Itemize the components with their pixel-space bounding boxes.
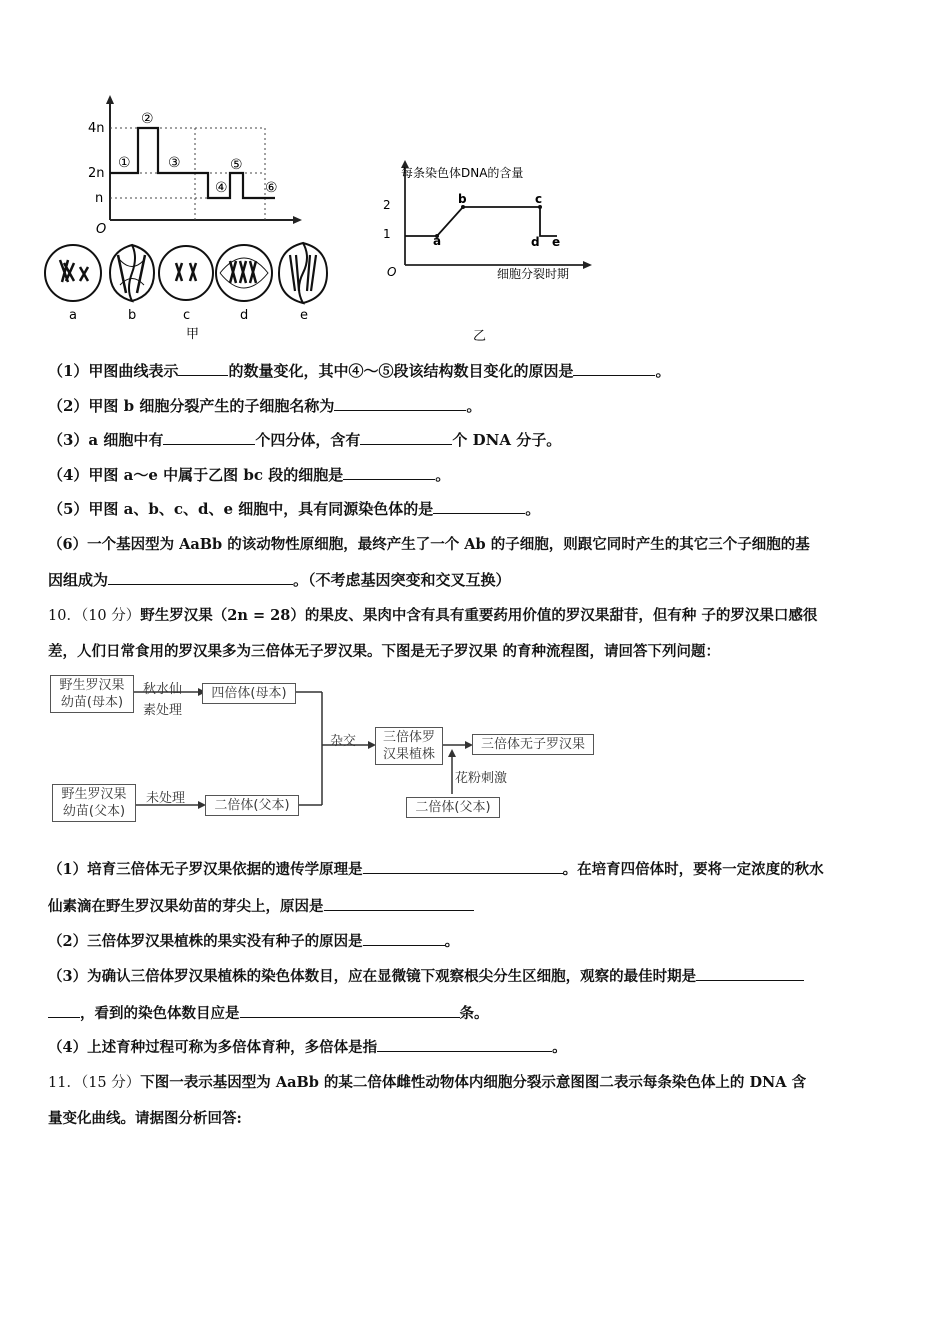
yi-caption: 乙 bbox=[473, 329, 487, 344]
q10-intro-line2: 差，人们日常食用的罗汉果多为三倍体无子罗汉果。下图是无子罗汉果 的育种流程图，请回答下列问题： bbox=[48, 643, 721, 660]
q9-part1: （1）甲图曲线表示 的数量变化，其中④～⑤段该结构数目变化的原因是 。 bbox=[48, 362, 671, 380]
figure-yi bbox=[375, 160, 615, 345]
q10-blank-2[interactable] bbox=[324, 896, 474, 912]
box-diploid-father: 二倍体(父本) bbox=[205, 795, 299, 816]
q11-line2: 量变化曲线。请据图分析回答: bbox=[48, 1110, 242, 1127]
q9-blank-4[interactable] bbox=[163, 429, 255, 445]
q10-blank-4b[interactable] bbox=[48, 1003, 80, 1019]
jia-seg-4: ④ bbox=[215, 180, 228, 196]
yi-ylabel: 每条染色体DNA的含量 bbox=[401, 166, 524, 180]
yi-point-e: e bbox=[552, 235, 561, 249]
cell-b bbox=[110, 245, 154, 301]
yi-series-tail bbox=[540, 207, 557, 236]
cell-label-d: d bbox=[240, 308, 249, 323]
jia-y-arrow bbox=[106, 95, 114, 104]
yi-tick-2: 2 bbox=[383, 198, 391, 212]
box-tetraploid: 四倍体(母本) bbox=[202, 683, 296, 704]
cell-label-a: a bbox=[69, 308, 77, 323]
q9-part3: （3）a 细胞中有 个四分体，含有 个 DNA 分子。 bbox=[48, 431, 562, 449]
q10-part2: （2）三倍体罗汉果植株的果实没有种子的原因是 。 bbox=[48, 930, 459, 951]
jia-y-n: n bbox=[95, 191, 104, 206]
yi-series-line bbox=[405, 207, 540, 236]
q10-intro-line1: 10．（10 分）野生罗汉果（2n = 28）的果皮、果肉中含有具有重要药用价值的罗汉果甜苷，但有种 子的罗汉果口感很 bbox=[48, 607, 818, 624]
q9-part5: （5）甲图 a、b、c、d、e 细胞中，具有同源染色体的是 。 bbox=[48, 500, 541, 518]
jia-seg-6: ⑥ bbox=[265, 180, 278, 196]
q9-part4: （4）甲图 a～e 中属于乙图 bc 段的细胞是 。 bbox=[48, 466, 451, 484]
q9-blank-5[interactable] bbox=[360, 429, 452, 445]
yi-origin: O bbox=[387, 265, 397, 279]
q9-blank-8[interactable] bbox=[108, 569, 293, 585]
box-father-seedling: 野生罗汉果 幼苗(父本) bbox=[52, 784, 136, 822]
jia-seg-2: ② bbox=[141, 111, 154, 127]
cell-a bbox=[45, 245, 101, 301]
jia-caption: 甲 bbox=[186, 327, 200, 342]
yi-tick-1: 1 bbox=[383, 227, 391, 241]
q9-part2: （2）甲图 b 细胞分裂产生的子细胞名称为 。 bbox=[48, 397, 482, 415]
q9-blank-3[interactable] bbox=[334, 395, 466, 411]
box-seedless-fruit: 三倍体无子罗汉果 bbox=[472, 734, 594, 755]
q10-part1-line1: （1）培育三倍体无子罗汉果依据的遗传学原理是 。在培育四倍体时，要将一定浓度的秋水 bbox=[48, 858, 824, 879]
jia-y-2n: 2n bbox=[88, 166, 105, 181]
cell-e bbox=[279, 243, 327, 303]
label-untreated: 未处理 bbox=[146, 791, 186, 806]
yi-point-b: b bbox=[458, 192, 467, 206]
box-mother-seedling: 野生罗汉果 幼苗(母本) bbox=[50, 675, 134, 713]
jia-curve bbox=[110, 128, 275, 198]
q10-part4: （4）上述育种过程可称为多倍体育种，多倍体是指 。 bbox=[48, 1036, 567, 1057]
label-colchicine-2: 素处理 bbox=[143, 703, 183, 718]
q9-blank-6[interactable] bbox=[343, 464, 435, 480]
label-pollen: 花粉刺激 bbox=[455, 771, 508, 786]
q11-line1: 11．（15 分）下图一表示基因型为 AaBb 的某二倍体雌性动物体内细胞分裂示意图图二表示每条染色体上的 DNA 含 bbox=[48, 1074, 807, 1091]
q10-blank-1[interactable] bbox=[363, 859, 563, 875]
box-diploid-father-2: 二倍体(父本) bbox=[406, 797, 500, 818]
q9-part6-line1: （6）一个基因型为 AaBb 的该动物性原细胞，最终产生了一个 Ab 的子细胞，则跟它同时产生的其它三个子细胞的基 bbox=[48, 536, 810, 553]
cell-label-e: e bbox=[300, 308, 308, 323]
q9-part6-line2: 因组成为 。（不考虑基因突变和交叉互换） bbox=[48, 571, 511, 589]
jia-y-4n: 4n bbox=[88, 121, 105, 136]
yi-point-c: c bbox=[535, 192, 543, 206]
q10-blank-6[interactable] bbox=[377, 1037, 552, 1053]
jia-x-arrow bbox=[293, 216, 302, 224]
cell-d bbox=[216, 245, 272, 301]
jia-seg-1: ① bbox=[118, 155, 131, 171]
q10-blank-5[interactable] bbox=[240, 1003, 460, 1019]
q10-part3-line1: （3）为确认三倍体罗汉果植株的染色体数目，应在显微镜下观察根尖分生区细胞，观察的最佳时期是 bbox=[48, 965, 804, 986]
label-colchicine-1: 秋水仙 bbox=[143, 682, 183, 697]
yi-point-a: a bbox=[433, 234, 442, 248]
q10-part3-line2: ，看到的染色体数目应是 条。 bbox=[48, 1002, 489, 1023]
q9-blank-2[interactable] bbox=[573, 360, 655, 376]
jia-origin: O bbox=[96, 222, 107, 237]
yi-point-d: d bbox=[531, 235, 540, 249]
cell-label-b: b bbox=[128, 308, 137, 323]
q10-blank-3[interactable] bbox=[363, 931, 445, 947]
q10-part1-line2: 仙素滴在野生罗汉果幼苗的芽尖上，原因是 bbox=[48, 895, 474, 916]
jia-seg-3: ③ bbox=[168, 155, 181, 171]
box-triploid-plant: 三倍体罗 汉果植株 bbox=[375, 727, 443, 765]
cell-label-c: c bbox=[183, 308, 191, 323]
q10-blank-4[interactable] bbox=[696, 966, 804, 982]
label-cross: 杂交 bbox=[330, 734, 357, 749]
q9-blank-1[interactable] bbox=[178, 360, 228, 376]
jia-seg-5: ⑤ bbox=[230, 157, 243, 173]
yi-xlabel: 细胞分裂时期 bbox=[497, 267, 570, 281]
yi-x-arrow bbox=[583, 261, 592, 269]
cell-c bbox=[159, 246, 213, 300]
figure-jia bbox=[40, 95, 340, 345]
q9-blank-7[interactable] bbox=[433, 498, 525, 514]
